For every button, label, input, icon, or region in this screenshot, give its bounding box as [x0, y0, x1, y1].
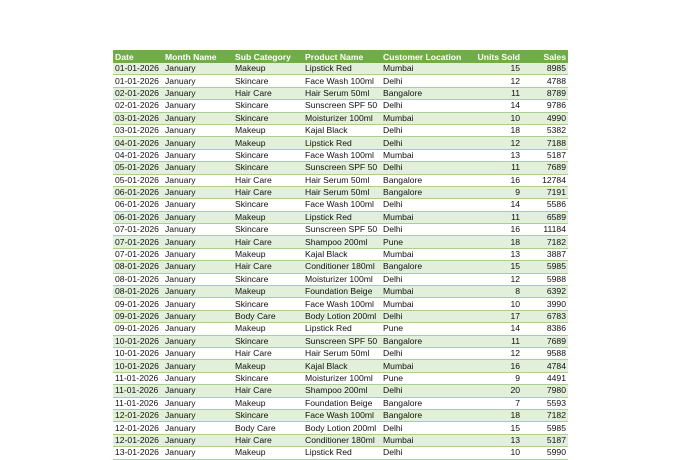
- cell-product-name[interactable]: Conditioner 180ml: [303, 261, 381, 273]
- cell-customer-location[interactable]: Delhi: [381, 124, 473, 136]
- cell-month-name[interactable]: January: [163, 434, 233, 446]
- cell-sub-category[interactable]: Hair Care: [233, 186, 303, 198]
- cell-month-name[interactable]: January: [163, 112, 233, 124]
- spreadsheet-area: [113, 50, 568, 460]
- cell-date[interactable]: 09-01-2026: [113, 310, 163, 322]
- cell-units-sold[interactable]: 12: [473, 273, 522, 285]
- cell-sales[interactable]: 7191: [522, 186, 568, 198]
- cell-sales[interactable]: 7689: [522, 162, 568, 174]
- cell-sales[interactable]: 3887: [522, 248, 568, 260]
- cell-sales[interactable]: 3990: [522, 298, 568, 310]
- cell-units-sold[interactable]: 7: [473, 397, 522, 409]
- cell-units-sold[interactable]: 15: [473, 261, 522, 273]
- table-row: [113, 211, 568, 223]
- cell-product-name[interactable]: Conditioner 180ml: [303, 434, 381, 446]
- cell-product-name[interactable]: Body Lotion 200ml: [303, 310, 381, 322]
- cell-units-sold[interactable]: 17: [473, 310, 522, 322]
- header-product-name[interactable]: Product Name: [303, 50, 381, 63]
- cell-month-name[interactable]: January: [163, 372, 233, 384]
- cell-sub-category[interactable]: Skincare: [233, 224, 303, 236]
- table-row: [113, 124, 568, 136]
- cell-customer-location[interactable]: Delhi: [381, 385, 473, 397]
- cell-month-name[interactable]: January: [163, 298, 233, 310]
- cell-product-name[interactable]: Body Lotion 200ml: [303, 422, 381, 434]
- cell-sub-category[interactable]: Makeup: [233, 211, 303, 223]
- cell-month-name[interactable]: January: [163, 63, 233, 75]
- table-row: [113, 149, 568, 161]
- cell-sales[interactable]: 4788: [522, 75, 568, 87]
- cell-month-name[interactable]: January: [163, 261, 233, 273]
- cell-units-sold[interactable]: 11: [473, 211, 522, 223]
- cell-date[interactable]: 08-01-2026: [113, 261, 163, 273]
- cell-date[interactable]: 13-01-2026: [113, 447, 163, 459]
- cell-month-name[interactable]: January: [163, 124, 233, 136]
- cell-sales[interactable]: 4784: [522, 360, 568, 372]
- cell-product-name[interactable]: Kajal Black: [303, 248, 381, 260]
- table-row: [113, 112, 568, 124]
- sales-table: [113, 50, 568, 460]
- cell-units-sold[interactable]: 9: [473, 372, 522, 384]
- table-row: [113, 174, 568, 186]
- table-row: [113, 273, 568, 285]
- cell-month-name[interactable]: January: [163, 409, 233, 421]
- cell-customer-location[interactable]: Mumbai: [381, 286, 473, 298]
- table-row: [113, 186, 568, 198]
- cell-product-name[interactable]: Hair Serum 50ml: [303, 347, 381, 359]
- cell-month-name[interactable]: January: [163, 447, 233, 459]
- table-row: [113, 63, 568, 75]
- cell-sub-category[interactable]: Makeup: [233, 447, 303, 459]
- cell-product-name[interactable]: Moisturizer 100ml: [303, 372, 381, 384]
- cell-sales[interactable]: 4990: [522, 112, 568, 124]
- cell-date[interactable]: 01-01-2026: [113, 63, 163, 75]
- cell-month-name[interactable]: January: [163, 422, 233, 434]
- table-row: [113, 248, 568, 260]
- cell-month-name[interactable]: January: [163, 224, 233, 236]
- cell-sales[interactable]: 9588: [522, 347, 568, 359]
- cell-customer-location[interactable]: Bangalore: [381, 397, 473, 409]
- table-body: [113, 63, 568, 459]
- header-month-name[interactable]: Month Name: [163, 50, 233, 63]
- cell-units-sold[interactable]: 12: [473, 137, 522, 149]
- cell-product-name[interactable]: Hair Serum 50ml: [303, 174, 381, 186]
- cell-date[interactable]: 07-01-2026: [113, 236, 163, 248]
- table-row: [113, 335, 568, 347]
- cell-units-sold[interactable]: 15: [473, 63, 522, 75]
- cell-units-sold[interactable]: 14: [473, 100, 522, 112]
- cell-customer-location[interactable]: Mumbai: [381, 63, 473, 75]
- cell-sales[interactable]: 5586: [522, 199, 568, 211]
- cell-sub-category[interactable]: Skincare: [233, 100, 303, 112]
- table-row: [113, 372, 568, 384]
- cell-sub-category[interactable]: Makeup: [233, 124, 303, 136]
- cell-units-sold[interactable]: 10: [473, 298, 522, 310]
- cell-customer-location[interactable]: Mumbai: [381, 211, 473, 223]
- cell-sales[interactable]: 5187: [522, 149, 568, 161]
- cell-units-sold[interactable]: 20: [473, 385, 522, 397]
- cell-units-sold[interactable]: 16: [473, 224, 522, 236]
- table-row: [113, 87, 568, 99]
- header-sales[interactable]: Sales: [522, 50, 568, 63]
- cell-date[interactable]: 11-01-2026: [113, 372, 163, 384]
- cell-month-name[interactable]: January: [163, 360, 233, 372]
- cell-date[interactable]: 07-01-2026: [113, 248, 163, 260]
- cell-customer-location[interactable]: Delhi: [381, 310, 473, 322]
- cell-sub-category[interactable]: Hair Care: [233, 87, 303, 99]
- cell-product-name[interactable]: Face Wash 100ml: [303, 199, 381, 211]
- cell-units-sold[interactable]: 14: [473, 323, 522, 335]
- cell-units-sold[interactable]: 8: [473, 286, 522, 298]
- table-row: [113, 100, 568, 112]
- cell-sub-category[interactable]: Skincare: [233, 149, 303, 161]
- cell-customer-location[interactable]: Mumbai: [381, 298, 473, 310]
- cell-sub-category[interactable]: Hair Care: [233, 434, 303, 446]
- cell-units-sold[interactable]: 11: [473, 87, 522, 99]
- cell-product-name[interactable]: Face Wash 100ml: [303, 409, 381, 421]
- cell-customer-location[interactable]: Delhi: [381, 224, 473, 236]
- table-row: [113, 298, 568, 310]
- cell-product-name[interactable]: Hair Serum 50ml: [303, 186, 381, 198]
- cell-sub-category[interactable]: Skincare: [233, 409, 303, 421]
- cell-customer-location[interactable]: Delhi: [381, 137, 473, 149]
- cell-sales[interactable]: 8386: [522, 323, 568, 335]
- cell-sales[interactable]: 9786: [522, 100, 568, 112]
- cell-customer-location[interactable]: Mumbai: [381, 360, 473, 372]
- cell-units-sold[interactable]: 13: [473, 434, 522, 446]
- cell-units-sold[interactable]: 13: [473, 149, 522, 161]
- cell-customer-location[interactable]: Bangalore: [381, 335, 473, 347]
- cell-sales[interactable]: 11184: [522, 224, 568, 236]
- cell-sales[interactable]: 5988: [522, 273, 568, 285]
- cell-product-name[interactable]: Shampoo 200ml: [303, 385, 381, 397]
- cell-product-name[interactable]: Kajal Black: [303, 124, 381, 136]
- cell-sub-category[interactable]: Hair Care: [233, 347, 303, 359]
- cell-date[interactable]: 11-01-2026: [113, 385, 163, 397]
- cell-product-name[interactable]: Lipstick Red: [303, 63, 381, 75]
- cell-date[interactable]: 07-01-2026: [113, 224, 163, 236]
- cell-date[interactable]: 05-01-2026: [113, 174, 163, 186]
- cell-sub-category[interactable]: Hair Care: [233, 261, 303, 273]
- cell-customer-location[interactable]: Delhi: [381, 422, 473, 434]
- cell-sales[interactable]: 7188: [522, 137, 568, 149]
- cell-month-name[interactable]: January: [163, 335, 233, 347]
- cell-sub-category[interactable]: Skincare: [233, 298, 303, 310]
- cell-units-sold[interactable]: 15: [473, 422, 522, 434]
- cell-sub-category[interactable]: Hair Care: [233, 385, 303, 397]
- cell-date[interactable]: 01-01-2026: [113, 75, 163, 87]
- cell-date[interactable]: 09-01-2026: [113, 323, 163, 335]
- table-row: [113, 75, 568, 87]
- cell-units-sold[interactable]: 16: [473, 174, 522, 186]
- cell-customer-location[interactable]: Delhi: [381, 162, 473, 174]
- cell-customer-location[interactable]: Bangalore: [381, 409, 473, 421]
- cell-date[interactable]: 03-01-2026: [113, 112, 163, 124]
- cell-sub-category[interactable]: Skincare: [233, 75, 303, 87]
- cell-sub-category[interactable]: Skincare: [233, 162, 303, 174]
- cell-date[interactable]: 02-01-2026: [113, 100, 163, 112]
- cell-sales[interactable]: 5985: [522, 422, 568, 434]
- cell-month-name[interactable]: January: [163, 75, 233, 87]
- cell-date[interactable]: 03-01-2026: [113, 124, 163, 136]
- cell-date[interactable]: 02-01-2026: [113, 87, 163, 99]
- cell-date[interactable]: 10-01-2026: [113, 335, 163, 347]
- cell-date[interactable]: 04-01-2026: [113, 137, 163, 149]
- cell-sub-category[interactable]: Makeup: [233, 286, 303, 298]
- cell-date[interactable]: 10-01-2026: [113, 347, 163, 359]
- cell-customer-location[interactable]: Bangalore: [381, 174, 473, 186]
- table-row: [113, 347, 568, 359]
- cell-sub-category[interactable]: Makeup: [233, 397, 303, 409]
- header-units-sold[interactable]: Units Sold: [473, 50, 522, 63]
- cell-sub-category[interactable]: Skincare: [233, 112, 303, 124]
- cell-customer-location[interactable]: Mumbai: [381, 112, 473, 124]
- cell-sub-category[interactable]: Skincare: [233, 273, 303, 285]
- cell-month-name[interactable]: January: [163, 286, 233, 298]
- table-header: [113, 50, 568, 63]
- cell-month-name[interactable]: January: [163, 186, 233, 198]
- cell-product-name[interactable]: Sunscreen SPF 50: [303, 100, 381, 112]
- cell-sales[interactable]: 8789: [522, 87, 568, 99]
- cell-sales[interactable]: 5593: [522, 397, 568, 409]
- cell-units-sold[interactable]: 10: [473, 112, 522, 124]
- cell-product-name[interactable]: Face Wash 100ml: [303, 75, 381, 87]
- table-row: [113, 323, 568, 335]
- cell-product-name[interactable]: Lipstick Red: [303, 211, 381, 223]
- cell-sales[interactable]: 7689: [522, 335, 568, 347]
- header-row: [113, 50, 568, 63]
- cell-month-name[interactable]: January: [163, 385, 233, 397]
- cell-product-name[interactable]: Lipstick Red: [303, 137, 381, 149]
- cell-sub-category[interactable]: Body Care: [233, 310, 303, 322]
- cell-customer-location[interactable]: Delhi: [381, 199, 473, 211]
- table-row: [113, 137, 568, 149]
- table-row: [113, 261, 568, 273]
- cell-sales[interactable]: 5990: [522, 447, 568, 459]
- cell-month-name[interactable]: January: [163, 248, 233, 260]
- table-row: [113, 422, 568, 434]
- cell-sub-category[interactable]: Makeup: [233, 248, 303, 260]
- cell-sub-category[interactable]: Makeup: [233, 323, 303, 335]
- cell-product-name[interactable]: Lipstick Red: [303, 323, 381, 335]
- table-row: [113, 236, 568, 248]
- cell-sub-category[interactable]: Hair Care: [233, 236, 303, 248]
- table-row: [113, 385, 568, 397]
- cell-customer-location[interactable]: Pune: [381, 372, 473, 384]
- cell-date[interactable]: 12-01-2026: [113, 409, 163, 421]
- cell-product-name[interactable]: Foundation Beige: [303, 397, 381, 409]
- cell-sub-category[interactable]: Body Care: [233, 422, 303, 434]
- cell-customer-location[interactable]: Pune: [381, 323, 473, 335]
- cell-sales[interactable]: 7182: [522, 409, 568, 421]
- cell-month-name[interactable]: January: [163, 162, 233, 174]
- cell-product-name[interactable]: Face Wash 100ml: [303, 149, 381, 161]
- cell-customer-location[interactable]: Delhi: [381, 347, 473, 359]
- cell-product-name[interactable]: Sunscreen SPF 50: [303, 224, 381, 236]
- header-date[interactable]: Date: [113, 50, 163, 63]
- cell-units-sold[interactable]: 10: [473, 447, 522, 459]
- table-row: [113, 310, 568, 322]
- cell-customer-location[interactable]: Mumbai: [381, 248, 473, 260]
- cell-units-sold[interactable]: 16: [473, 360, 522, 372]
- table-row: [113, 447, 568, 459]
- cell-sub-category[interactable]: Makeup: [233, 360, 303, 372]
- cell-date[interactable]: 05-01-2026: [113, 162, 163, 174]
- cell-month-name[interactable]: January: [163, 199, 233, 211]
- cell-date[interactable]: 11-01-2026: [113, 397, 163, 409]
- cell-units-sold[interactable]: 18: [473, 236, 522, 248]
- cell-month-name[interactable]: January: [163, 236, 233, 248]
- cell-month-name[interactable]: January: [163, 211, 233, 223]
- cell-month-name[interactable]: January: [163, 323, 233, 335]
- cell-sales[interactable]: 8985: [522, 63, 568, 75]
- cell-units-sold[interactable]: 11: [473, 335, 522, 347]
- cell-units-sold[interactable]: 18: [473, 409, 522, 421]
- cell-sales[interactable]: 6392: [522, 286, 568, 298]
- cell-date[interactable]: 12-01-2026: [113, 434, 163, 446]
- cell-units-sold[interactable]: 12: [473, 347, 522, 359]
- cell-date[interactable]: 08-01-2026: [113, 286, 163, 298]
- cell-date[interactable]: 06-01-2026: [113, 186, 163, 198]
- table-row: [113, 360, 568, 372]
- cell-date[interactable]: 06-01-2026: [113, 211, 163, 223]
- cell-month-name[interactable]: January: [163, 137, 233, 149]
- cell-units-sold[interactable]: 14: [473, 199, 522, 211]
- cell-sub-category[interactable]: Skincare: [233, 335, 303, 347]
- cell-customer-location[interactable]: Mumbai: [381, 149, 473, 161]
- cell-date[interactable]: 09-01-2026: [113, 298, 163, 310]
- cell-month-name[interactable]: January: [163, 397, 233, 409]
- cell-product-name[interactable]: Moisturizer 100ml: [303, 112, 381, 124]
- cell-product-name[interactable]: Shampoo 200ml: [303, 236, 381, 248]
- cell-product-name[interactable]: Face Wash 100ml: [303, 298, 381, 310]
- cell-sub-category[interactable]: Skincare: [233, 372, 303, 384]
- cell-customer-location[interactable]: Bangalore: [381, 261, 473, 273]
- cell-customer-location[interactable]: Bangalore: [381, 87, 473, 99]
- cell-units-sold[interactable]: 9: [473, 186, 522, 198]
- cell-month-name[interactable]: January: [163, 174, 233, 186]
- cell-sales[interactable]: 6589: [522, 211, 568, 223]
- cell-month-name[interactable]: January: [163, 87, 233, 99]
- table-row: [113, 434, 568, 446]
- cell-month-name[interactable]: January: [163, 310, 233, 322]
- header-customer-location[interactable]: Customer Location: [381, 50, 473, 63]
- cell-product-name[interactable]: Sunscreen SPF 50: [303, 335, 381, 347]
- cell-units-sold[interactable]: 11: [473, 162, 522, 174]
- cell-customer-location[interactable]: Delhi: [381, 100, 473, 112]
- cell-month-name[interactable]: January: [163, 100, 233, 112]
- cell-sales[interactable]: 12784: [522, 174, 568, 186]
- cell-sub-category[interactable]: Makeup: [233, 63, 303, 75]
- cell-product-name[interactable]: Foundation Beige: [303, 286, 381, 298]
- cell-date[interactable]: 12-01-2026: [113, 422, 163, 434]
- header-sub-category[interactable]: Sub Category: [233, 50, 303, 63]
- table-row: [113, 409, 568, 421]
- cell-date[interactable]: 04-01-2026: [113, 149, 163, 161]
- cell-sales[interactable]: 7182: [522, 236, 568, 248]
- cell-customer-location[interactable]: Delhi: [381, 447, 473, 459]
- cell-customer-location[interactable]: Mumbai: [381, 434, 473, 446]
- cell-customer-location[interactable]: Delhi: [381, 273, 473, 285]
- cell-units-sold[interactable]: 18: [473, 124, 522, 136]
- cell-units-sold[interactable]: 12: [473, 75, 522, 87]
- cell-sales[interactable]: 5187: [522, 434, 568, 446]
- cell-customer-location[interactable]: Pune: [381, 236, 473, 248]
- cell-product-name[interactable]: Moisturizer 100ml: [303, 273, 381, 285]
- cell-date[interactable]: 10-01-2026: [113, 360, 163, 372]
- table-row: [113, 397, 568, 409]
- table-row: [113, 199, 568, 211]
- cell-sales[interactable]: 5985: [522, 261, 568, 273]
- cell-month-name[interactable]: January: [163, 149, 233, 161]
- cell-customer-location[interactable]: Bangalore: [381, 186, 473, 198]
- cell-sales[interactable]: 7980: [522, 385, 568, 397]
- cell-product-name[interactable]: Lipstick Red: [303, 447, 381, 459]
- table-row: [113, 224, 568, 236]
- cell-units-sold[interactable]: 13: [473, 248, 522, 260]
- cell-date[interactable]: 08-01-2026: [113, 273, 163, 285]
- cell-month-name[interactable]: January: [163, 347, 233, 359]
- cell-sub-category[interactable]: Skincare: [233, 199, 303, 211]
- cell-product-name[interactable]: Sunscreen SPF 50: [303, 162, 381, 174]
- cell-product-name[interactable]: Kajal Black: [303, 360, 381, 372]
- cell-sub-category[interactable]: Hair Care: [233, 174, 303, 186]
- cell-customer-location[interactable]: Delhi: [381, 75, 473, 87]
- cell-month-name[interactable]: January: [163, 273, 233, 285]
- cell-sales[interactable]: 5382: [522, 124, 568, 136]
- table-row: [113, 162, 568, 174]
- table-row: [113, 286, 568, 298]
- cell-product-name[interactable]: Hair Serum 50ml: [303, 87, 381, 99]
- cell-sales[interactable]: 6783: [522, 310, 568, 322]
- cell-date[interactable]: 06-01-2026: [113, 199, 163, 211]
- cell-sales[interactable]: 4491: [522, 372, 568, 384]
- cell-sub-category[interactable]: Makeup: [233, 137, 303, 149]
